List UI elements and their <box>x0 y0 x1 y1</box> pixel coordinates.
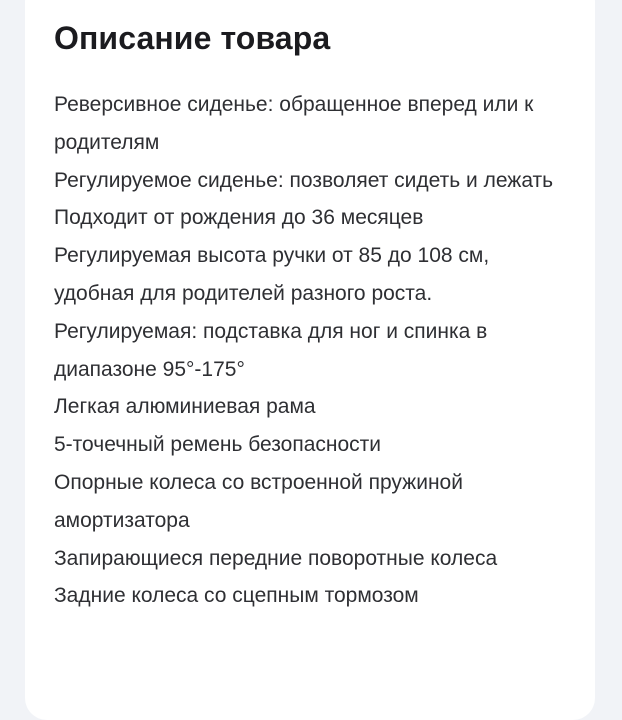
description-list <box>54 86 574 615</box>
description-line: Задние колеса со сцепным тормозом <box>54 584 419 608</box>
description-line: Регулируемая: подставка для ног и спинка в диапазоне 95°-175° <box>54 319 488 381</box>
description-line: Реверсивное сиденье: обращенное вперед или к родителям <box>54 93 534 154</box>
description-line: Опорные колеса со встроенной пружиной амортизатора <box>54 470 463 532</box>
section-title: Описание товара <box>54 20 331 56</box>
description-line: Регулируемое сиденье: позволяет сидеть и лежать <box>54 168 554 192</box>
description-line: Регулируемая высота ручки от 85 до 108 см, удобная для родителей разного роста. <box>54 244 490 305</box>
description-line: Запирающиеся передние поворотные колеса <box>54 546 498 570</box>
description-line: 5-точечный ремень безопасности <box>54 433 381 457</box>
description-line: Подходит от рождения до 36 месяцев <box>54 206 424 230</box>
description-line: Легкая алюминиевая рама <box>54 395 316 419</box>
